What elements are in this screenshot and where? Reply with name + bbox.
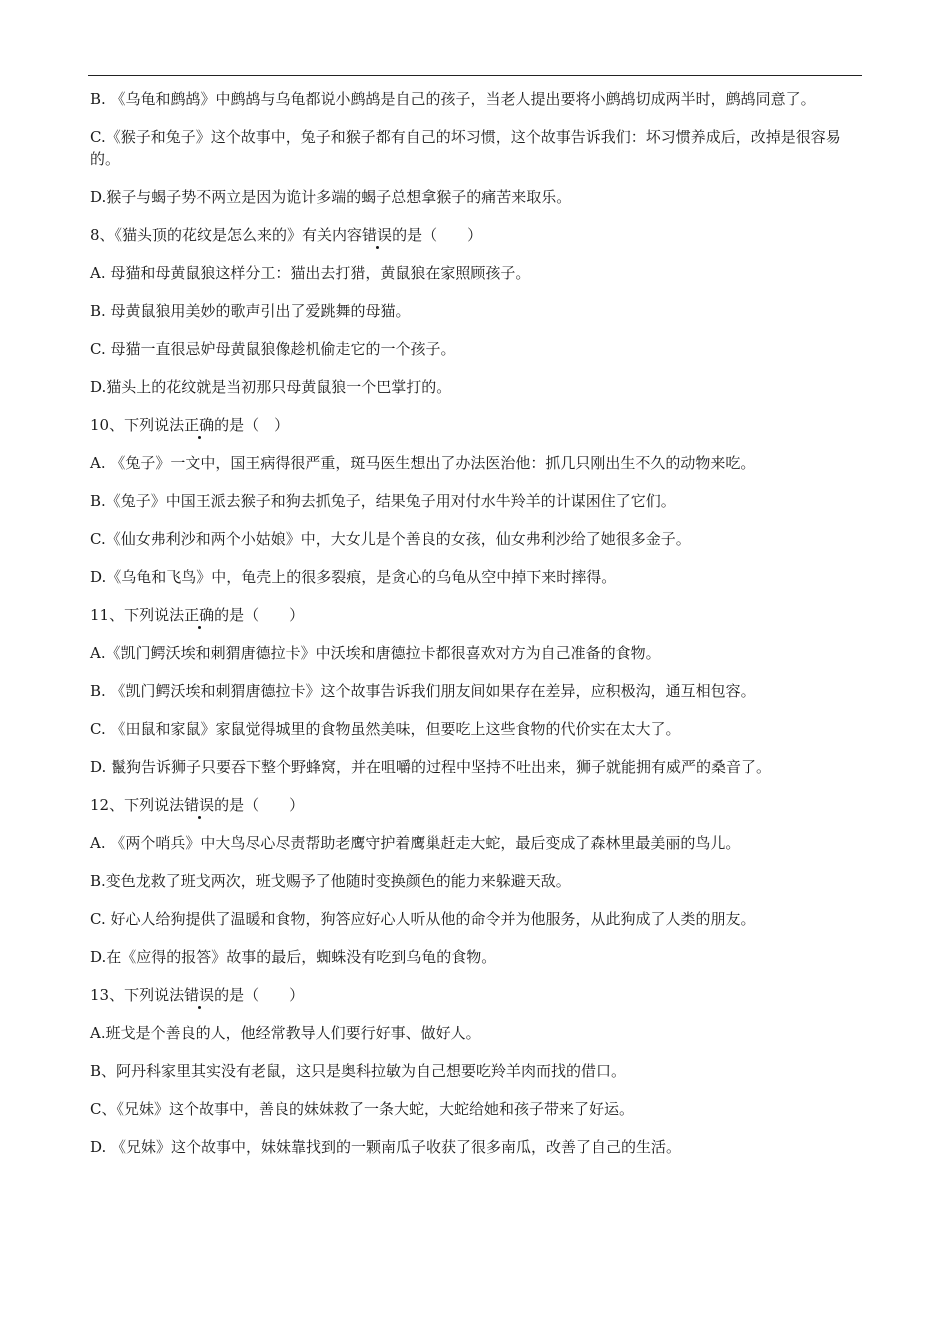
option-line: A.班戈是个善良的人，他经常教导人们要行好事、做好人。 <box>90 1024 481 1042</box>
option-line: A. 母猫和母黄鼠狼这样分工：猫出去打猎，黄鼠狼在家照顾孩子。 <box>90 264 531 282</box>
emphasis-mark: 错误 <box>362 226 393 244</box>
option-line: C.《仙女弗利沙和两个小姑娘》中，大女儿是个善良的女孩，仙女弗利沙给了她很多金子。 <box>90 530 691 548</box>
page-content <box>90 88 860 1174</box>
option-line: B、阿丹科家里其实没有老鼠，这只是奥科拉敏为自己想要吃羚羊肉而找的借口。 <box>90 1062 627 1080</box>
option-line: C. 好心人给狗提供了温暖和食物，狗答应好心人听从他的命令并为他服务，从此狗成了人类的朋友。 <box>90 910 756 928</box>
stem-text: 的是（ ） <box>214 416 290 434</box>
option-line: B. 《乌龟和鹧鸪》中鹧鸪与乌龟都说小鹧鸪是自己的孩子，当老人提出要将小鹧鸪切成两半时，鹧鸪同意了。 <box>90 90 816 108</box>
question-stem <box>90 794 860 816</box>
option-line: B. 母黄鼠狼用美妙的歌声引出了爱跳舞的母猫。 <box>90 302 411 320</box>
stem-text: 10、下列说法 <box>90 416 185 434</box>
option-line: C. 母猫一直很忌妒母黄鼠狼像趁机偷走它的一个孩子。 <box>90 340 456 358</box>
option-line: D.猴子与蝎子势不两立是因为诡计多端的蝎子总想拿猴子的痛苦来取乐。 <box>90 188 572 206</box>
stem-text: 8、《猫头顶的花纹是怎么来的》有关内容 <box>90 226 363 244</box>
option-line: C、《兄妹》这个故事中，善良的妹妹救了一条大蛇，大蛇给她和孩子带来了好运。 <box>90 1100 634 1118</box>
option-line: A. 《两个哨兵》中大鸟尽心尽责帮助老鹰守护着鹰巢赶走大蛇，最后变成了森林里最美丽的鸟儿。 <box>90 834 741 852</box>
question-stem <box>90 224 860 246</box>
stem-text: 的是（ ） <box>392 226 483 244</box>
option-line: D.猫头上的花纹就是当初那只母黄鼠狼一个巴掌打的。 <box>90 378 452 396</box>
question-stem <box>90 604 860 626</box>
header-rule <box>88 75 862 76</box>
emphasis-mark: 正确 <box>184 416 215 434</box>
stem-text: 的是（ ） <box>214 796 305 814</box>
emphasis-mark: 正确 <box>184 606 215 624</box>
option-line: C. 《田鼠和家鼠》家鼠觉得城里的食物虽然美味，但要吃上这些食物的代价实在太大了。 <box>90 720 681 738</box>
emphasis-mark: 错误 <box>184 796 215 814</box>
question-stem <box>90 984 860 1006</box>
option-line: A.《凯门鳄沃埃和刺猬唐德拉卡》中沃埃和唐德拉卡都很喜欢对方为自己准备的食物。 <box>90 644 661 662</box>
stem-text: 13、下列说法 <box>90 986 185 1004</box>
stem-text: 12、下列说法 <box>90 796 185 814</box>
stem-text: 11、下列说法 <box>90 606 185 624</box>
emphasis-mark: 错误 <box>184 986 215 1004</box>
option-line: A. 《兔子》一文中，国王病得很严重，斑马医生想出了办法医治他：抓几只刚出生不久的动物来吃。 <box>90 454 756 472</box>
option-line: D. 鬣狗告诉狮子只要吞下整个野蜂窝，并在咀嚼的过程中坚持不吐出来，狮子就能拥有威严的桑音了。 <box>90 758 772 776</box>
option-line: B. 《凯门鳄沃埃和刺猬唐德拉卡》这个故事告诉我们朋友间如果存在差异，应积极沟，通互相包容。 <box>90 682 756 700</box>
option-line: C.《猴子和兔子》这个故事中，兔子和猴子都有自己的坏习惯，这个故事告诉我们：坏习惯养成后，改掉是很容易的。 <box>90 128 841 168</box>
stem-text: 的是（ ） <box>214 606 305 624</box>
option-line: D.《乌龟和飞鸟》中，龟壳上的很多裂痕，是贪心的乌龟从空中掉下来时摔得。 <box>90 568 617 586</box>
question-stem <box>90 414 860 436</box>
stem-text: 的是（ ） <box>214 986 305 1004</box>
option-line: B.《兔子》中国王派去猴子和狗去抓兔子，结果兔子用对付水牛羚羊的计谋困住了它们。 <box>90 492 676 510</box>
option-line: B.变色龙救了班戈两次，班戈赐予了他随时变换颜色的能力来躲避天敌。 <box>90 872 571 890</box>
option-line: D.在《应得的报答》故事的最后，蜘蛛没有吃到乌龟的食物。 <box>90 948 497 966</box>
option-line: D. 《兄妹》这个故事中，妹妹靠找到的一颗南瓜子收获了很多南瓜，改善了自己的生活。 <box>90 1138 682 1156</box>
